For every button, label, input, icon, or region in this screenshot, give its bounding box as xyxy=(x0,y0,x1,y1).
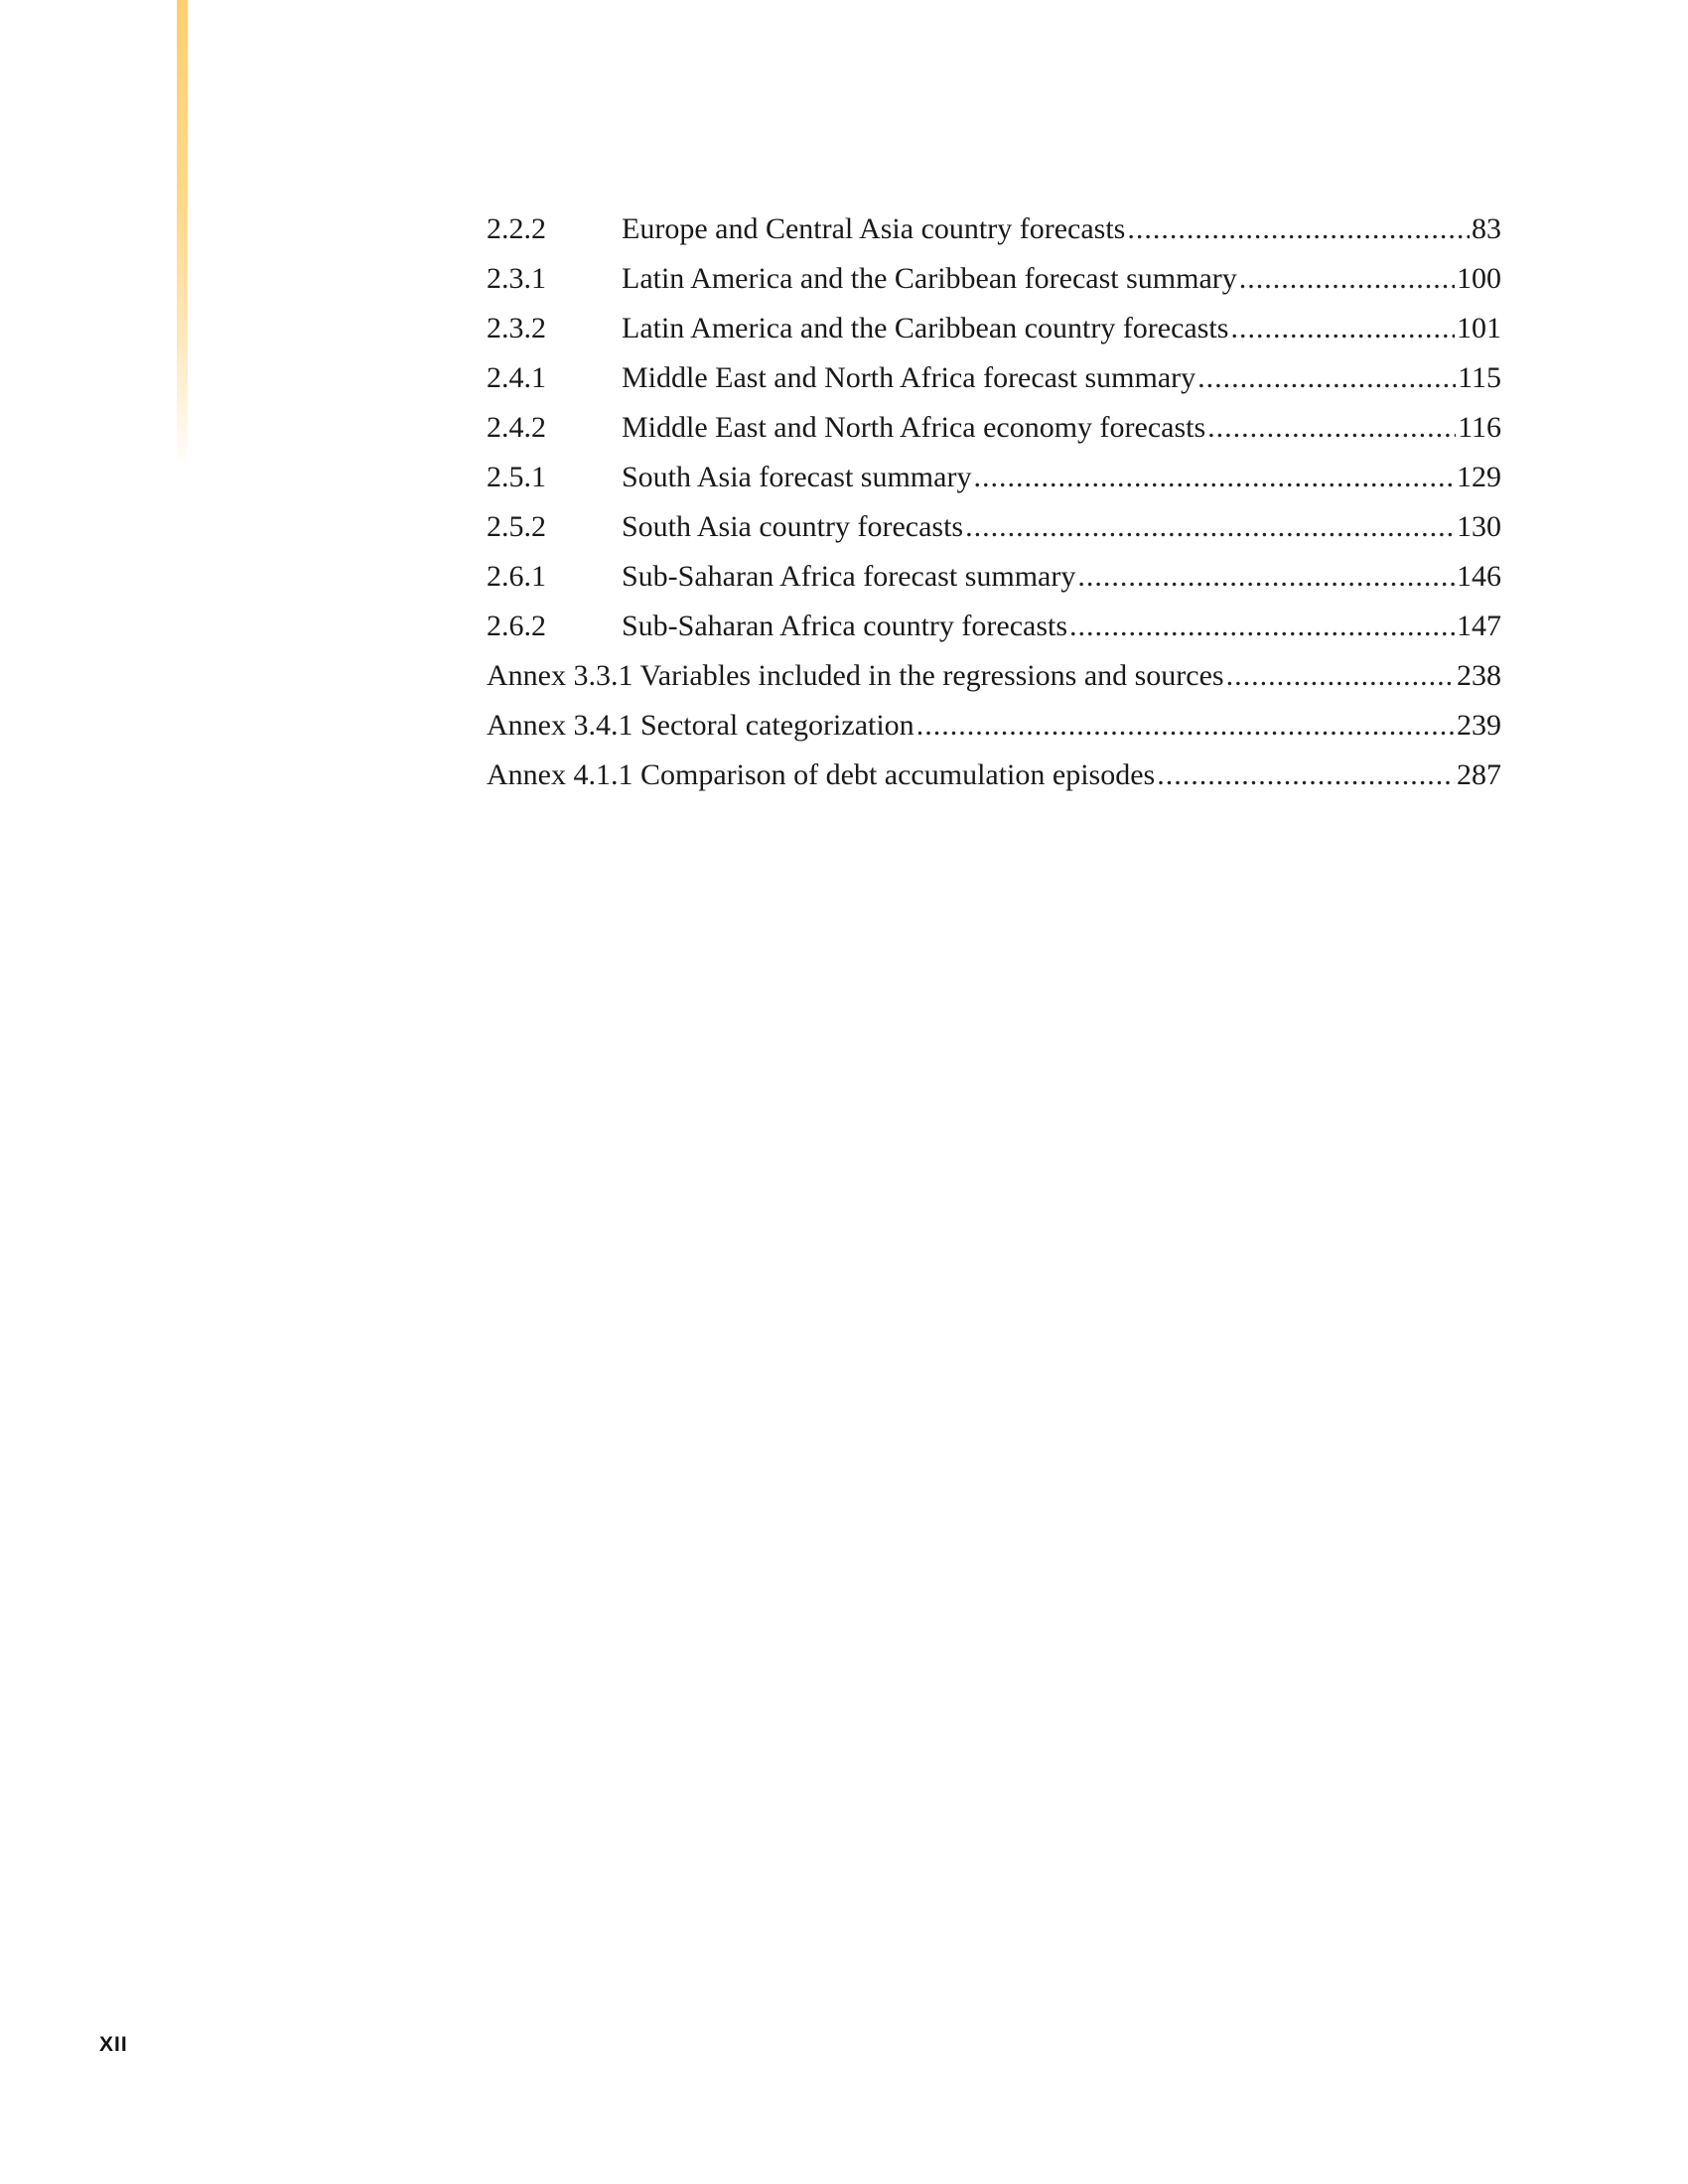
toc-entry-title: Latin America and the Caribbean forecast summary xyxy=(622,262,1237,295)
toc-entry-page: 146 xyxy=(1457,560,1501,593)
toc-entry-title: South Asia forecast summary xyxy=(622,461,972,493)
toc-annex-title: Annex 3.3.1 Variables included in the regressions and sources xyxy=(487,659,1224,692)
toc-entry-title: Middle East and North Africa forecast summary xyxy=(622,361,1196,394)
toc-entry-2-6-2[interactable] xyxy=(487,602,1501,651)
toc-dot-leader xyxy=(1230,304,1455,353)
toc-entry-title: Sub-Saharan Africa country forecasts xyxy=(622,610,1068,642)
toc-entry-page: 287 xyxy=(1457,758,1501,791)
toc-entry-2-3-2[interactable] xyxy=(487,304,1501,353)
toc-dot-leader xyxy=(965,502,1455,552)
toc-entry-page: 238 xyxy=(1457,659,1501,692)
toc-dot-leader xyxy=(973,453,1455,502)
toc-entry-number: 2.2.2 xyxy=(487,212,546,245)
toc-entry-2-4-2[interactable] xyxy=(487,403,1501,453)
toc-dot-leader xyxy=(1077,552,1455,602)
toc-entry-page: 239 xyxy=(1457,709,1501,742)
toc-entry-title: Latin America and the Caribbean country forecasts xyxy=(622,312,1229,344)
toc-entry-2-5-1[interactable] xyxy=(487,453,1501,502)
page-number: XII xyxy=(99,2033,128,2056)
toc-entry-number: 2.4.2 xyxy=(487,411,546,444)
toc-entry-2-3-1[interactable] xyxy=(487,254,1501,304)
toc-dot-leader xyxy=(1239,254,1455,304)
toc-entry-title: Sub-Saharan Africa forecast summary xyxy=(622,560,1076,593)
toc-entry-page: 129 xyxy=(1457,461,1501,493)
toc-annex-title: Annex 4.1.1 Comparison of debt accumulation episodes xyxy=(487,758,1156,791)
toc-entry-title: Middle East and North Africa economy forecasts xyxy=(622,411,1206,444)
toc-entry-page: 115 xyxy=(1458,361,1501,394)
toc-entry-number: 2.5.2 xyxy=(487,510,546,543)
toc-entry-number: 2.5.1 xyxy=(487,461,546,493)
toc-dot-leader xyxy=(1157,751,1455,800)
toc-entry-number: 2.4.1 xyxy=(487,361,546,394)
toc-entry-number: 2.6.1 xyxy=(487,560,546,593)
decorative-accent-bar xyxy=(177,0,188,467)
toc-entry-page: 101 xyxy=(1457,312,1501,344)
toc-entry-page: 147 xyxy=(1457,610,1501,642)
toc-entry-number: 2.3.1 xyxy=(487,262,546,295)
toc-entry-2-6-1[interactable] xyxy=(487,552,1501,602)
toc-entry-page: 130 xyxy=(1457,510,1501,543)
toc-annex-entry-3-4-1[interactable] xyxy=(487,701,1501,751)
toc-dot-leader xyxy=(1127,205,1470,254)
toc-dot-leader xyxy=(1197,353,1456,403)
toc-annex-entry-4-1-1[interactable] xyxy=(487,751,1501,800)
toc-entry-title: Europe and Central Asia country forecasts xyxy=(622,212,1126,245)
toc-entry-page: 83 xyxy=(1472,212,1501,245)
toc-dot-leader xyxy=(1226,651,1455,701)
toc-entry-page: 116 xyxy=(1458,411,1501,444)
toc-dot-leader xyxy=(916,701,1455,751)
toc-entry-page: 100 xyxy=(1457,262,1501,295)
toc-dot-leader xyxy=(1207,403,1456,453)
toc-entry-2-4-1[interactable] xyxy=(487,353,1501,403)
toc-entry-number: 2.6.2 xyxy=(487,610,546,642)
toc-annex-entry-3-3-1[interactable] xyxy=(487,651,1501,701)
toc-entry-title: South Asia country forecasts xyxy=(622,510,964,543)
toc-entry-2-2-2[interactable] xyxy=(487,205,1501,254)
toc-annex-title: Annex 3.4.1 Sectoral categorization xyxy=(487,709,914,742)
toc-entry-2-5-2[interactable] xyxy=(487,502,1501,552)
table-of-contents xyxy=(487,205,1501,800)
toc-dot-leader xyxy=(1069,602,1455,651)
toc-entry-number: 2.3.2 xyxy=(487,312,546,344)
